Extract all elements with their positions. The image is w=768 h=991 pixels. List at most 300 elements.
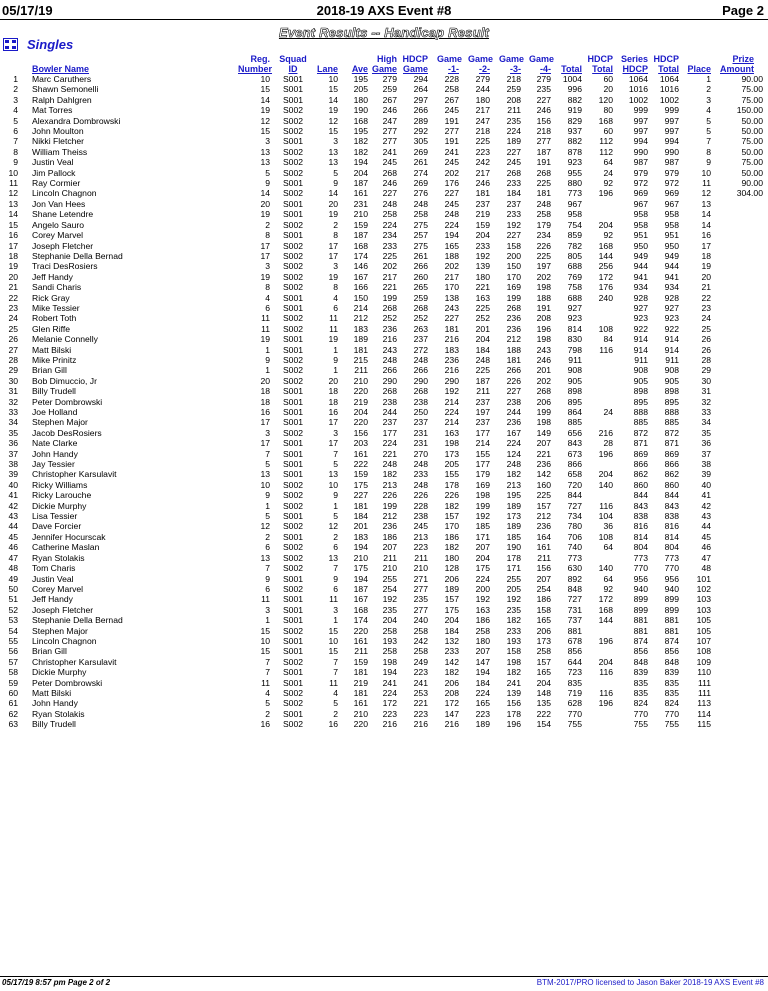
cell-game-3: 200 [506,250,521,261]
cell-game-4: 225 [536,178,551,189]
cell-place: 39 [701,469,711,480]
cell-game-3: 226 [506,375,521,386]
cell-game-1: 202 [444,261,459,272]
cell-hdcp-total: 168 [598,604,613,615]
cell-series-hdcp: 885 [633,417,648,428]
cell-hdcp-game: 235 [413,594,428,605]
cell-game-2: 181 [475,188,490,199]
cell-bowler-name: Jacob DesRosiers [32,427,102,438]
cell-game-2: 237 [475,417,490,428]
cell-game-1: 217 [444,271,459,282]
cell-game-1: 224 [444,407,459,417]
cell-total: 720 [567,479,582,490]
cell-game-4: 268 [536,386,551,397]
subtitle-container [0,24,768,42]
cell-bowler-name: William Theiss [32,146,88,157]
cell-game-4: 157 [536,656,551,667]
cell-reg-number: 7 [265,563,270,574]
cell-place: 107 [696,635,711,646]
cell-row-number: 3 [13,94,18,105]
cell-game-2: 184 [475,677,490,688]
cell-lane: 5 [333,167,338,178]
table-row [0,168,768,178]
cell-average: 168 [353,115,368,126]
cell-lane: 12 [328,115,338,126]
cell-hdcp-total: 196 [598,635,613,646]
cell-row-number: 43 [8,511,18,522]
cell-game-1: 198 [444,438,459,449]
cell-row-number: 38 [8,459,18,470]
cell-squad-id: S002 [282,313,304,324]
cell-game-4: 221 [536,448,551,459]
cell-high-game: 277 [382,136,397,147]
cell-place: 41 [701,490,711,501]
cell-series-hdcp: 881 [633,615,648,626]
cell-reg-number: 6 [265,542,270,553]
cell-game-2: 184 [475,344,490,355]
cell-average: 181 [353,500,368,511]
footer-license: BTM-2017/PRO licensed to Jason Baker 2018-19 AXS Event #8 [536,978,764,987]
cell-hdcp-total: 64 [603,542,613,553]
cell-lane: 13 [328,469,338,480]
cell-game-3: 185 [506,531,521,542]
table-row [0,220,768,230]
cell-reg-number: 18 [260,396,270,407]
cell-reg-number: 2 [265,219,270,230]
cell-place: 47 [701,552,711,563]
cell-game-4: 149 [536,427,551,438]
cell-reg-number: 5 [265,511,270,522]
cell-series-hdcp: 860 [633,479,648,490]
cell-series-hdcp: 848 [633,656,648,667]
cell-place: 17 [701,240,711,251]
cell-hdcp-game: 268 [413,302,428,313]
cell-game-3: 227 [506,230,521,241]
cell-game-4: 187 [536,146,551,157]
cell-game-1: 208 [444,687,459,698]
cell-high-game: 234 [382,230,397,241]
cell-game-2: 139 [475,261,490,272]
cell-game-3: 268 [506,302,521,313]
cell-high-game: 243 [382,344,397,355]
cell-lane: 2 [333,219,338,230]
cell-place: 26 [701,334,711,345]
cell-place: 11 [702,178,711,189]
cell-game-3: 227 [506,146,521,157]
cell-game-1: 267 [444,94,459,105]
cell-hdcp-game: 237 [413,334,428,345]
cell-game-3: 182 [506,667,521,678]
table-row [0,313,768,323]
cell-game-4: 207 [536,573,551,584]
cell-game-4: 212 [536,511,551,522]
cell-place: 24 [701,313,711,324]
cell-hdcp-series-total: 940 [664,583,679,594]
cell-series-hdcp: 944 [633,261,648,272]
cell-squad-id: S002 [282,188,304,199]
cell-place: 26 [701,344,711,355]
col-header-lane: Lane [316,64,338,74]
cell-hdcp-series-total: 922 [664,323,679,334]
cell-game-1: 189 [444,583,459,594]
cell-game-3: 236 [506,313,521,324]
cell-average: 187 [353,583,368,594]
cell-game-4: 202 [536,271,551,282]
cell-row-number: 50 [8,583,18,594]
cell-game-3: 124 [506,448,521,459]
cell-high-game: 244 [382,407,397,417]
cell-hdcp-total: 172 [598,271,613,282]
cell-total: 866 [567,459,582,470]
cell-hdcp-game: 266 [413,365,428,376]
cell-hdcp-series-total: 923 [664,313,679,324]
table-row [0,480,768,490]
cell-row-number: 29 [8,365,18,376]
cell-reg-number: 11 [261,594,270,605]
cell-bowler-name: Nikki Fletcher [32,136,85,147]
cell-squad-id: S001 [282,292,304,303]
cell-hdcp-total: 92 [603,583,613,594]
col-header-ave: Ave [351,64,368,74]
cell-game-2: 246 [475,178,490,189]
cell-game-4: 156 [536,115,551,126]
cell-hdcp-game: 223 [413,708,428,719]
cell-game-2: 147 [475,656,490,667]
cell-reg-number: 14 [260,188,270,199]
cell-series-hdcp: 835 [633,687,648,698]
cell-hdcp-game: 269 [413,146,428,157]
table-row [0,178,768,188]
cell-game-2: 197 [475,407,490,417]
cell-game-4: 246 [536,105,551,116]
cell-average: 219 [353,677,368,688]
cell-game-3: 193 [506,635,521,646]
cell-bowler-name: Mat Torres [32,105,73,116]
cell-total: 754 [567,219,582,230]
cell-game-3: 218 [506,74,521,84]
cell-game-4: 243 [536,344,551,355]
table-row [0,469,768,479]
cell-game-4: 197 [536,261,551,272]
cell-bowler-name: Christopher Karsulavit [32,469,117,480]
cell-squad-id: S001 [282,438,304,449]
cell-game-2: 204 [475,552,490,563]
cell-squad-id: S001 [282,667,304,678]
cell-place: 14 [701,209,711,220]
cell-hdcp-series-total: 997 [664,126,679,137]
cell-bowler-name: Traci DesRosiers [32,261,98,272]
cell-high-game: 252 [382,313,397,324]
cell-place: 12 [701,188,711,199]
cell-game-1: 142 [444,656,459,667]
cell-game-1: 138 [444,292,459,303]
cell-game-2: 201 [475,323,490,334]
cell-bowler-name: Angelo Sauro [32,219,85,230]
cell-hdcp-game: 289 [413,115,428,126]
cell-hdcp-series-total: 956 [664,573,679,584]
cell-bowler-name: Stephen Major [32,625,88,636]
cell-hdcp-total: 36 [603,521,613,532]
cell-average: 161 [353,448,368,459]
cell-total: 706 [567,531,582,542]
cell-total: 937 [567,126,582,137]
cell-game-2: 237 [475,396,490,407]
cell-hdcp-game: 248 [413,459,428,470]
cell-series-hdcp: 824 [633,698,648,709]
cell-hdcp-game: 268 [413,386,428,397]
col-header-squad-1: Squad [279,54,307,64]
table-row [0,605,768,615]
cell-bowler-name: Mike Tessier [32,302,80,313]
cell-row-number: 44 [8,521,18,532]
cell-bowler-name: Justin Veal [32,573,74,584]
table-row [0,365,768,375]
cell-place: 44 [701,521,711,532]
cell-average: 166 [353,282,368,293]
cell-place: 42 [701,500,711,511]
cell-game-2: 225 [475,136,490,147]
cell-game-4: 188 [536,292,551,303]
cell-high-game: 199 [382,292,397,303]
table-row [0,157,768,167]
cell-hdcp-game: 223 [413,542,428,553]
col-header-squad-2: ID [288,64,298,74]
cell-game-3: 235 [506,604,521,615]
cell-row-number: 18 [8,250,18,261]
cell-row-number: 24 [8,313,18,324]
cell-average: 220 [353,625,368,636]
cell-row-number: 20 [8,271,18,282]
cell-average: 159 [353,656,368,667]
cell-game-1: 258 [444,84,459,95]
cell-hdcp-game: 275 [413,240,428,251]
cell-reg-number: 9 [265,573,270,584]
cell-reg-number: 3 [265,604,270,615]
cell-game-4: 179 [536,219,551,230]
table-row [0,303,768,313]
cell-series-hdcp: 950 [633,240,648,251]
cell-reg-number: 20 [260,375,270,386]
cell-prize-amount: 75.00 [741,94,763,105]
cell-bowler-name: Lisa Tessier [32,511,78,522]
cell-hdcp-game: 231 [413,438,428,449]
cell-lane: 6 [333,542,338,553]
cell-row-number: 17 [8,240,18,251]
cell-hdcp-series-total: 927 [664,302,679,313]
cell-game-3: 167 [506,427,521,438]
cell-reg-number: 5 [265,167,270,178]
cell-high-game: 182 [382,469,397,480]
cell-hdcp-total: 140 [598,479,613,490]
table-row [0,74,768,84]
cell-game-1: 165 [444,240,459,251]
cell-hdcp-game: 221 [413,698,428,709]
cell-row-number: 55 [8,635,18,646]
cell-squad-id: S002 [282,698,304,709]
cell-game-4: 157 [536,500,551,511]
cell-hdcp-series-total: 949 [664,250,679,261]
cell-game-3: 182 [506,615,521,626]
cell-total: 848 [567,583,582,594]
cell-row-number: 59 [8,677,18,688]
cell-average: 183 [353,323,368,334]
cell-bowler-name: Stephanie Della Bernad [32,250,123,261]
col-header-hdcp-total-1: HDCP [587,54,613,64]
cell-game-4: 173 [536,635,551,646]
cell-game-1: 205 [444,459,459,470]
cell-high-game: 211 [383,552,397,563]
cell-lane: 18 [328,396,338,407]
cell-average: 194 [353,157,368,168]
cell-average: 181 [353,687,368,698]
table-row [0,563,768,573]
cell-game-4: 191 [536,157,551,168]
cell-hdcp-series-total: 770 [664,708,679,719]
cell-game-3: 224 [506,126,521,137]
cell-average: 167 [353,594,368,605]
cell-game-1: 224 [444,219,459,230]
cell-high-game: 279 [382,74,397,84]
cell-high-game: 186 [382,531,397,542]
cell-game-1: 155 [444,469,459,480]
cell-average: 190 [353,105,368,116]
cell-squad-id: S001 [282,469,304,480]
cell-hdcp-series-total: 905 [664,375,679,386]
cell-place: 18 [701,250,711,261]
cell-game-4: 154 [536,719,551,730]
cell-game-3: 266 [506,365,521,376]
cell-hdcp-total: 204 [598,469,613,480]
cell-hdcp-total: 168 [598,240,613,251]
cell-row-number: 63 [8,719,18,730]
cell-series-hdcp: 911 [634,354,648,365]
cell-squad-id: S002 [282,625,304,636]
cell-hdcp-series-total: 869 [664,448,679,459]
cell-reg-number: 20 [260,198,270,209]
cell-place: 103 [696,594,711,605]
cell-game-4: 160 [536,479,551,490]
cell-series-hdcp: 814 [633,531,648,542]
col-header-prize-1: Prize [732,54,754,64]
cell-game-3: 182 [506,469,521,480]
cell-hdcp-total: 240 [598,292,613,303]
cell-reg-number: 6 [265,302,270,313]
cell-hdcp-total: 168 [598,115,613,126]
cell-hdcp-series-total: 770 [664,563,679,574]
cell-series-hdcp: 874 [633,635,648,646]
cell-high-game: 236 [382,323,397,334]
cell-game-3: 198 [506,656,521,667]
cell-game-2: 200 [475,583,490,594]
cell-average: 174 [353,615,368,626]
cell-game-2: 204 [475,334,490,345]
cell-high-game: 216 [382,334,397,345]
cell-hdcp-series-total: 866 [664,459,679,470]
cell-bowler-name: John Handy [32,698,78,709]
cell-average: 167 [353,271,368,282]
cell-game-1: 180 [444,552,459,563]
cell-game-1: 216 [444,334,459,345]
cell-reg-number: 10 [260,74,270,84]
cell-game-3: 233 [506,178,521,189]
cell-hdcp-total: 216 [598,427,613,438]
cell-high-game: 192 [382,594,397,605]
cell-average: 220 [353,719,368,730]
cell-average: 203 [353,438,368,449]
cell-hdcp-total: 92 [603,230,613,241]
cell-hdcp-game: 260 [413,271,428,282]
cell-bowler-name: Matt Bilski [32,687,72,698]
cell-total: 773 [567,188,582,199]
cell-game-2: 224 [475,687,490,698]
cell-lane: 3 [333,604,338,615]
cell-total: 798 [567,344,582,355]
table-row [0,188,768,198]
cell-squad-id: S001 [282,334,304,345]
cell-row-number: 23 [8,302,18,313]
col-header-game1-1: Game [436,54,462,64]
cell-reg-number: 16 [260,407,270,417]
cell-game-4: 156 [536,563,551,574]
cell-place: 33 [701,407,711,417]
cell-hdcp-series-total: 941 [664,271,679,282]
cell-reg-number: 1 [265,615,270,626]
cell-hdcp-game: 266 [413,105,428,116]
table-row [0,688,768,698]
cell-game-2: 187 [475,375,490,386]
cell-bowler-name: Brian Gill [32,365,67,376]
cell-game-4: 227 [536,94,551,105]
table-row [0,667,768,677]
cell-game-1: 191 [444,115,459,126]
cell-series-hdcp: 856 [633,646,648,657]
cell-total: 885 [567,417,582,428]
cell-reg-number: 7 [265,656,270,667]
cell-hdcp-series-total: 914 [664,334,679,345]
cell-game-1: 228 [444,74,459,84]
cell-hdcp-total: 24 [603,167,613,178]
cell-game-4: 164 [536,531,551,542]
cell-bowler-name: Bob Dimuccio, Jr [32,375,97,386]
cell-squad-id: S001 [282,84,304,95]
cell-hdcp-series-total: 881 [664,615,679,626]
cell-lane: 6 [333,583,338,594]
cell-game-1: 248 [444,209,459,220]
cell-game-4: 198 [536,334,551,345]
cell-squad-id: S002 [282,521,304,532]
cell-hdcp-total: 176 [598,282,613,293]
cell-game-2: 185 [475,521,490,532]
cell-lane: 9 [333,490,338,501]
cell-lane: 13 [328,157,338,168]
cell-series-hdcp: 895 [633,396,648,407]
cell-game-1: 245 [444,157,459,168]
cell-hdcp-game: 259 [413,292,428,303]
cell-hdcp-series-total: 804 [664,542,679,553]
cell-high-game: 225 [382,250,397,261]
cell-series-hdcp: 914 [633,344,648,355]
cell-high-game: 259 [382,84,397,95]
cell-lane: 19 [328,105,338,116]
cell-average: 205 [353,84,368,95]
cell-game-2: 192 [475,594,490,605]
cell-row-number: 46 [8,542,18,553]
cell-game-2: 192 [475,511,490,522]
cell-squad-id: S001 [282,344,304,355]
cell-place: 5 [706,115,711,126]
cell-row-number: 62 [8,708,18,719]
cell-hdcp-series-total: 773 [664,552,679,563]
